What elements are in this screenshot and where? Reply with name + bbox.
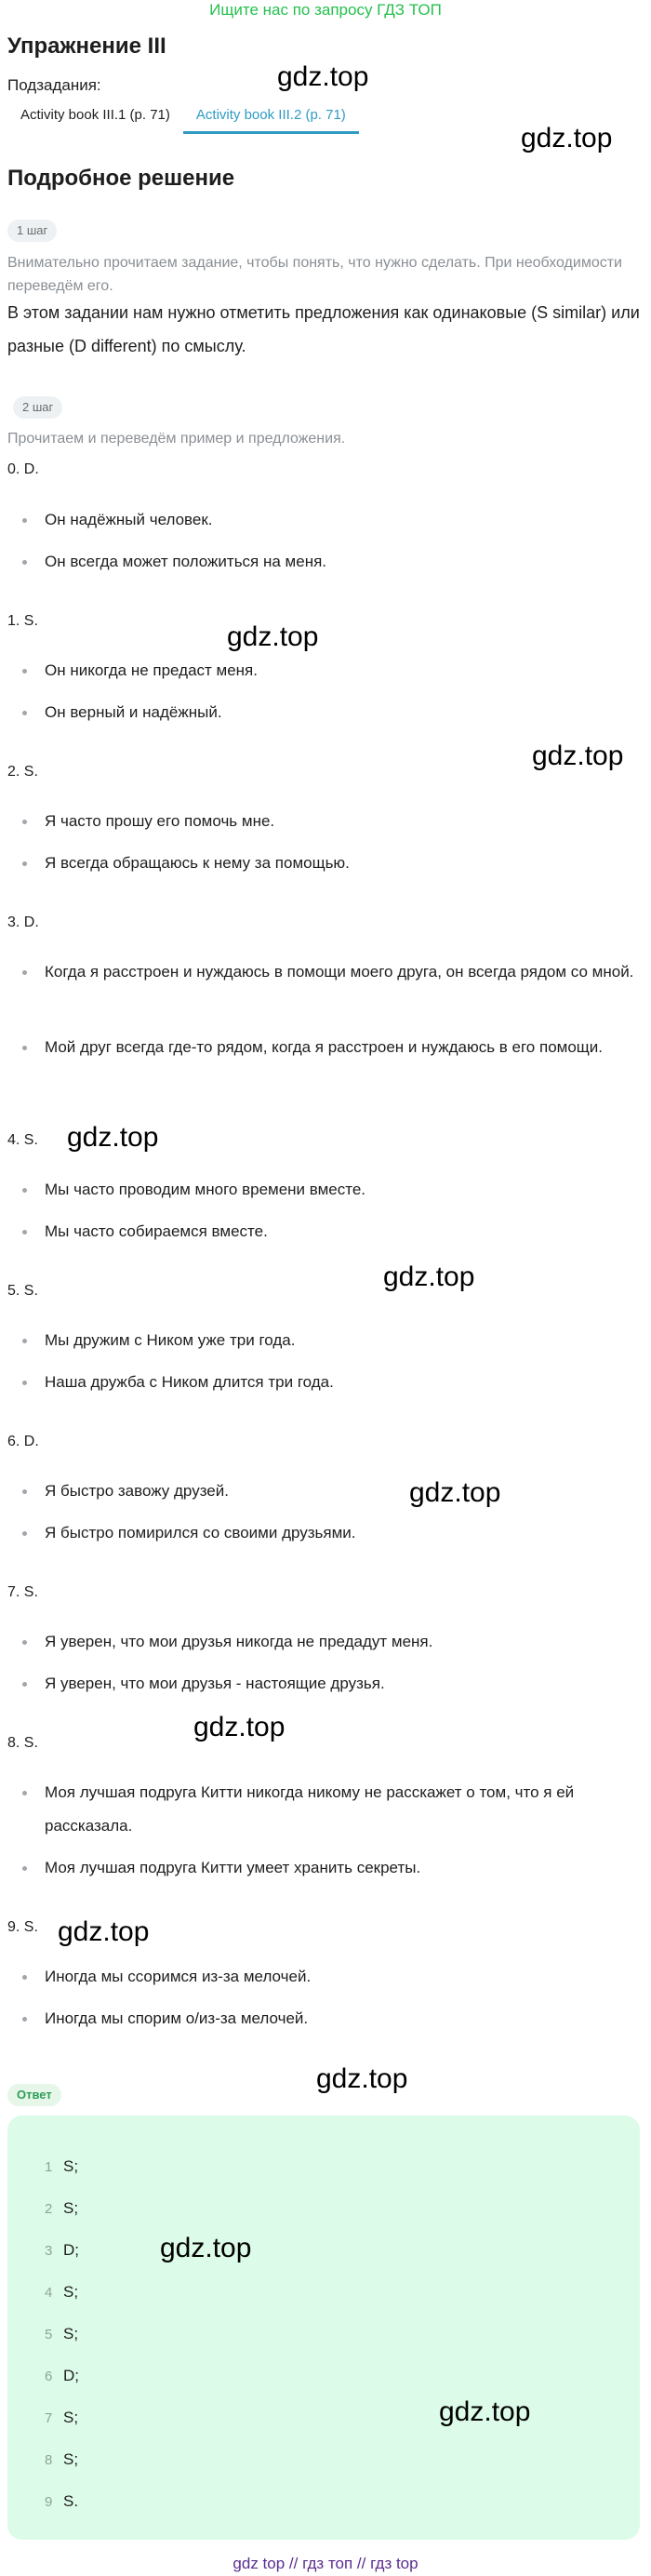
watermark: gdz.top: [277, 61, 369, 92]
subtasks-label: Подзадания:: [7, 76, 101, 94]
answer-badge: Ответ: [7, 2084, 61, 2106]
step-1-hint: Внимательно прочитаем задание, чтобы понять, что нужно сделать. При необходимости переведём его.: [7, 255, 622, 294]
answer-value: S;: [63, 2157, 79, 2175]
solution-title: Подробное решение: [7, 166, 235, 191]
answer-value: S;: [63, 2325, 79, 2342]
list-item: Я уверен, что мои друзья - настоящие друзья.: [22, 1667, 645, 1701]
item-head: 5. S.: [7, 1283, 38, 1299]
step-2-hint: Прочитаем и переведём пример и предложения.: [7, 431, 346, 447]
answer-number: 1: [45, 2159, 53, 2175]
watermark: gdz.top: [227, 621, 319, 652]
answer-row: [45, 2197, 78, 2220]
answer-row: [45, 2407, 78, 2429]
watermark: gdz.top: [193, 1712, 286, 1742]
answer-row: [45, 2449, 78, 2471]
item-head: 1. S.: [7, 613, 38, 629]
answer-row: [45, 2365, 79, 2387]
list-item: Я уверен, что мои друзья никогда не предадут меня.: [22, 1625, 645, 1659]
answer-row: [45, 2239, 79, 2262]
page-title: Упражнение III: [7, 33, 166, 59]
item-head: 0. D.: [7, 461, 39, 477]
watermark: gdz.top: [316, 2063, 408, 2094]
watermark: gdz.top: [409, 1477, 501, 1508]
list-item: Мы часто собираемся вместе.: [22, 1215, 645, 1248]
step-1-badge: 1 шаг: [7, 220, 57, 242]
top-ad-banner[interactable]: Ищите нас по запросу ГДЗ ТОП: [209, 1, 442, 19]
answer-number: 9: [45, 2494, 53, 2510]
answer-value: S;: [63, 2283, 79, 2301]
answer-number: 2: [45, 2201, 53, 2217]
answer-value: S;: [63, 2450, 79, 2468]
list-item: Иногда мы ссоримся из-за мелочей.: [22, 1960, 645, 1994]
answer-value: S;: [63, 2409, 79, 2426]
watermark: gdz.top: [439, 2396, 531, 2427]
item-head: 3. D.: [7, 914, 39, 930]
list-item: Я быстро помирился со своими друзьями.: [22, 1516, 645, 1550]
list-item: Он верный и надёжный.: [22, 696, 645, 729]
item-head: 6. D.: [7, 1434, 39, 1449]
answer-row: [45, 2490, 78, 2513]
tab-activity-book-3-1[interactable]: Activity book III.1 (p. 71): [20, 107, 170, 123]
list-item: Мы часто проводим много времени вместе.: [22, 1173, 645, 1207]
answer-value: D;: [63, 2367, 79, 2384]
list-item: Мы дружим с Ником уже три года.: [22, 1324, 645, 1357]
watermark: gdz.top: [383, 1261, 475, 1292]
list-item: Мой друг всегда где-то рядом, когда я расстроен и нуждаюсь в его помощи.: [22, 1031, 645, 1064]
list-item: Наша дружба с Ником длится три года.: [22, 1366, 645, 1399]
answer-number: 3: [45, 2243, 53, 2259]
answer-number: 4: [45, 2285, 53, 2301]
answer-number: 7: [45, 2410, 53, 2426]
subtask-tabs: [7, 99, 376, 134]
answer-row: [45, 2323, 78, 2345]
answer-value: S.: [63, 2492, 79, 2510]
answer-number: 6: [45, 2369, 53, 2384]
watermark: gdz.top: [58, 1916, 150, 1947]
footer-links[interactable]: gdz top // гдз топ // гдз top: [232, 2555, 418, 2572]
list-item: Я всегда обращаюсь к нему за помощью.: [22, 847, 645, 880]
answer-row: [45, 2281, 78, 2303]
list-item: Я часто прошу его помочь мне.: [22, 805, 645, 838]
item-head: 4. S.: [7, 1132, 38, 1148]
list-item: Когда я расстроен и нуждаюсь в помощи моего друга, он всегда рядом со мной.: [22, 955, 645, 989]
answer-row: [45, 2156, 78, 2178]
answer-box: [7, 2116, 640, 2540]
answer-number: 5: [45, 2327, 53, 2342]
watermark: gdz.top: [532, 741, 624, 771]
item-head: 9. S.: [7, 1919, 38, 1935]
list-item: Моя лучшая подруга Китти умеет хранить секреты.: [22, 1851, 645, 1885]
watermark: gdz.top: [67, 1122, 159, 1153]
list-item: Он всегда может положиться на меня.: [22, 545, 645, 579]
item-head: 2. S.: [7, 764, 38, 780]
item-head: 8. S.: [7, 1735, 38, 1751]
item-head: 7. S.: [7, 1584, 38, 1600]
watermark: gdz.top: [521, 123, 613, 153]
step-1-text: В этом задании нам нужно отметить предложения как одинаковые (S similar) или разные (D different) по смыслу.: [7, 303, 640, 355]
answer-number: 8: [45, 2452, 53, 2468]
list-item: Я быстро завожу друзей.: [22, 1475, 645, 1508]
answer-value: D;: [63, 2241, 79, 2259]
list-item: Моя лучшая подруга Китти никогда никому не расскажет о том, что я ей рассказала.: [22, 1776, 645, 1843]
watermark: gdz.top: [160, 2233, 252, 2263]
tab-activity-book-3-2[interactable]: Activity book III.2 (p. 71): [183, 99, 359, 134]
list-item: Он надёжный человек.: [22, 503, 645, 537]
step-2-badge: 2 шаг: [13, 396, 62, 419]
list-item: Он никогда не предаст меня.: [22, 654, 645, 687]
answer-value: S;: [63, 2199, 79, 2217]
list-item: Иногда мы спорим о/из-за мелочей.: [22, 2002, 645, 2035]
